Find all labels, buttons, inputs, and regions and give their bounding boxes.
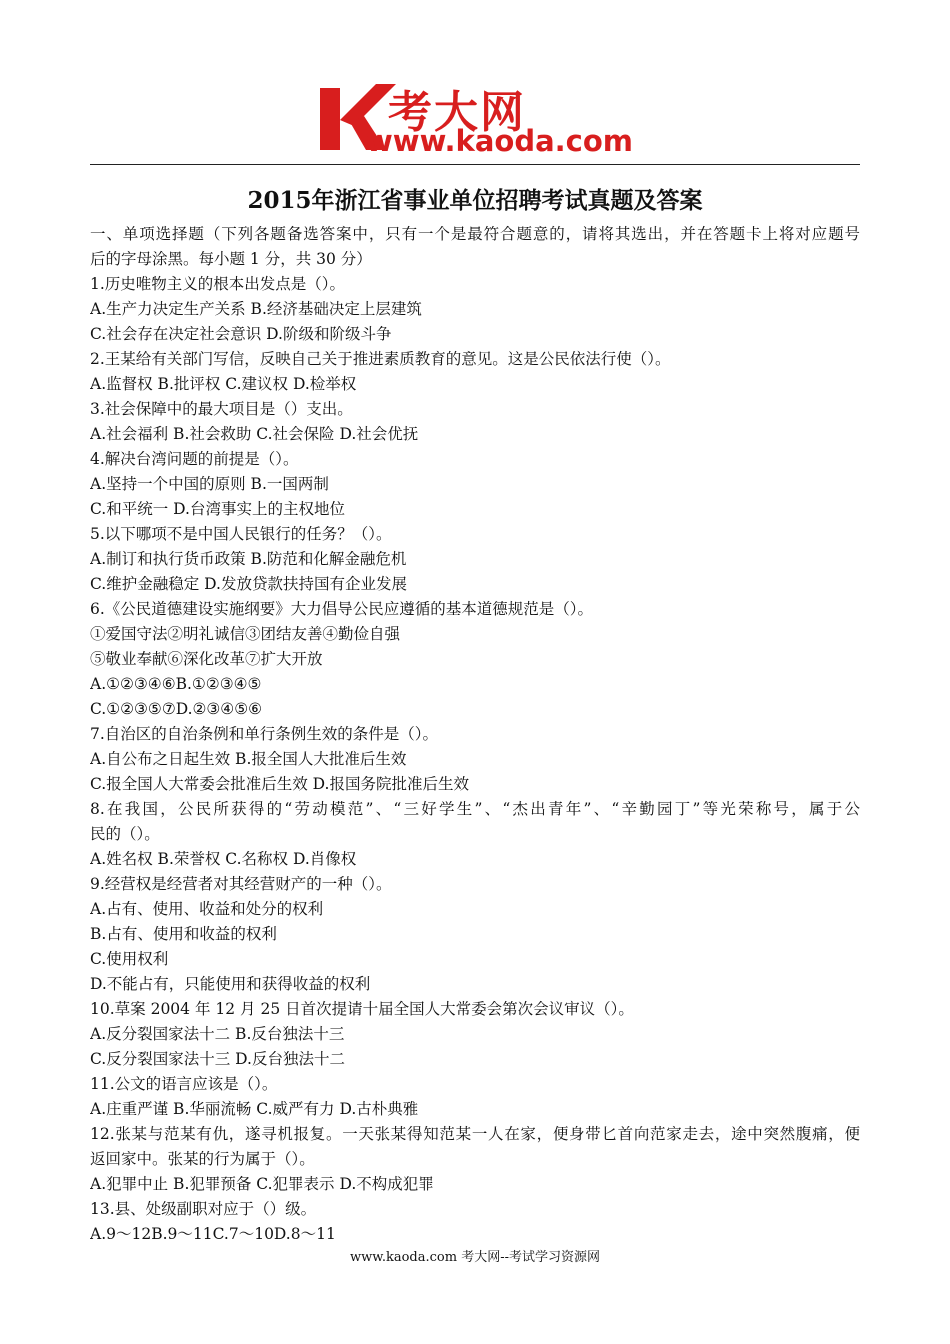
question-list <box>90 222 860 1247</box>
text-line: A.制订和执行货币政策 B.防范和化解金融危机 <box>90 550 407 568</box>
text-line: 一、单项选择题（下列各题备选答案中，只有一个是最符合题意的，请将其选出，并在答题卡上将对应题号 <box>90 225 860 243</box>
text-line: C.报全国人大常委会批准后生效 D.报国务院批准后生效 <box>90 775 469 793</box>
text-line: A.生产力决定生产关系 B.经济基础决定上层建筑 <box>90 300 422 318</box>
text-line: C.社会存在决定社会意识 D.阶级和阶级斗争 <box>90 325 392 343</box>
logo-url-text: www.kaoda.com <box>366 124 633 158</box>
site-logo <box>316 80 646 160</box>
text-line: C.使用权利 <box>90 950 169 968</box>
text-line: D.不能占有，只能使用和获得收益的权利 <box>90 975 371 993</box>
text-line: 返回家中。张某的行为属于（）。 <box>90 1150 315 1168</box>
logo-brand-text: 考大网 <box>388 87 526 138</box>
text-line: 1.历史唯物主义的根本出发点是（）。 <box>90 275 346 293</box>
text-line: 2.王某给有关部门写信，反映自己关于推进素质教育的意见。这是公民依法行使（）。 <box>90 350 671 368</box>
text-line: 3.社会保障中的最大项目是（）支出。 <box>90 400 353 418</box>
text-line: 5.以下哪项不是中国人民银行的任务？（）。 <box>90 525 392 543</box>
text-line: A.占有、使用、收益和处分的权利 <box>90 900 324 918</box>
text-line: 6.《公民道德建设实施纲要》大力倡导公民应遵循的基本道德规范是（）。 <box>90 600 594 618</box>
text-line: 11.公文的语言应该是（）。 <box>90 1075 278 1093</box>
text-line: C.维护金融稳定 D.发放贷款扶持国有企业发展 <box>90 575 407 593</box>
text-line: A.自公布之日起生效 B.报全国人大批准后生效 <box>90 750 407 768</box>
text-line: 7.自治区的自治条例和单行条例生效的条件是（）。 <box>90 725 439 743</box>
text-line: B.占有、使用和收益的权利 <box>90 925 277 943</box>
text-line: A.监督权 B.批评权 C.建议权 D.检举权 <box>90 375 357 393</box>
text-line: A.9～12B.9～11C.7～10D.8～11 <box>90 1225 336 1243</box>
text-line: A.犯罪中止 B.犯罪预备 C.犯罪表示 D.不构成犯罪 <box>90 1175 434 1193</box>
text-line: A.反分裂国家法十二 B.反台独法十三 <box>90 1025 345 1043</box>
text-line: 民的（）。 <box>90 825 160 843</box>
page-title: 2015年浙江省事业单位招聘考试真题及答案 <box>247 187 703 214</box>
text-line: ①爱国守法②明礼诚信③团结友善④勤俭自强 <box>90 625 401 643</box>
text-line: A.姓名权 B.荣誉权 C.名称权 D.肖像权 <box>90 850 357 868</box>
text-line: 4.解决台湾问题的前提是（）。 <box>90 450 299 468</box>
text-line: 12.张某与范某有仇，遂寻机报复。一天张某得知范某一人在家，便身带匕首向范家走去，途中突然腹痛，便 <box>90 1125 860 1143</box>
text-line: 后的字母涂黑。每小题 1 分，共 30 分） <box>90 250 372 268</box>
text-line: C.反分裂国家法十三 D.反台独法十二 <box>90 1050 345 1068</box>
header-divider <box>90 164 860 165</box>
text-line: A.①②③④⑥B.①②③④⑤ <box>90 675 262 693</box>
text-line: C.和平统一 D.台湾事实上的主权地位 <box>90 500 345 518</box>
page-footer: www.kaoda.com 考大网--考试学习资源网 <box>350 1250 600 1265</box>
text-line: ⑤敬业奉献⑥深化改革⑦扩大开放 <box>90 650 323 668</box>
text-line: 8.在我国，公民所获得的“劳动模范”、“三好学生”、“杰出青年”、“辛勤园丁”等光荣称号，属于公 <box>90 800 860 818</box>
text-line: A.坚持一个中国的原则 B.一国两制 <box>90 475 329 493</box>
text-line: 10.草案 2004 年 12 月 25 日首次提请十届全国人大常委会第次会议审议（）。 <box>90 1000 634 1018</box>
text-line: 9.经营权是经营者对其经营财产的一种（）。 <box>90 875 392 893</box>
text-line: A.庄重严谨 B.华丽流畅 C.威严有力 D.古朴典雅 <box>90 1100 419 1118</box>
text-line: A.社会福利 B.社会救助 C.社会保险 D.社会优抚 <box>90 425 419 443</box>
text-line: C.①②③⑤⑦D.②③④⑤⑥ <box>90 700 262 718</box>
text-line: 13.县、处级副职对应于（）级。 <box>90 1200 317 1218</box>
